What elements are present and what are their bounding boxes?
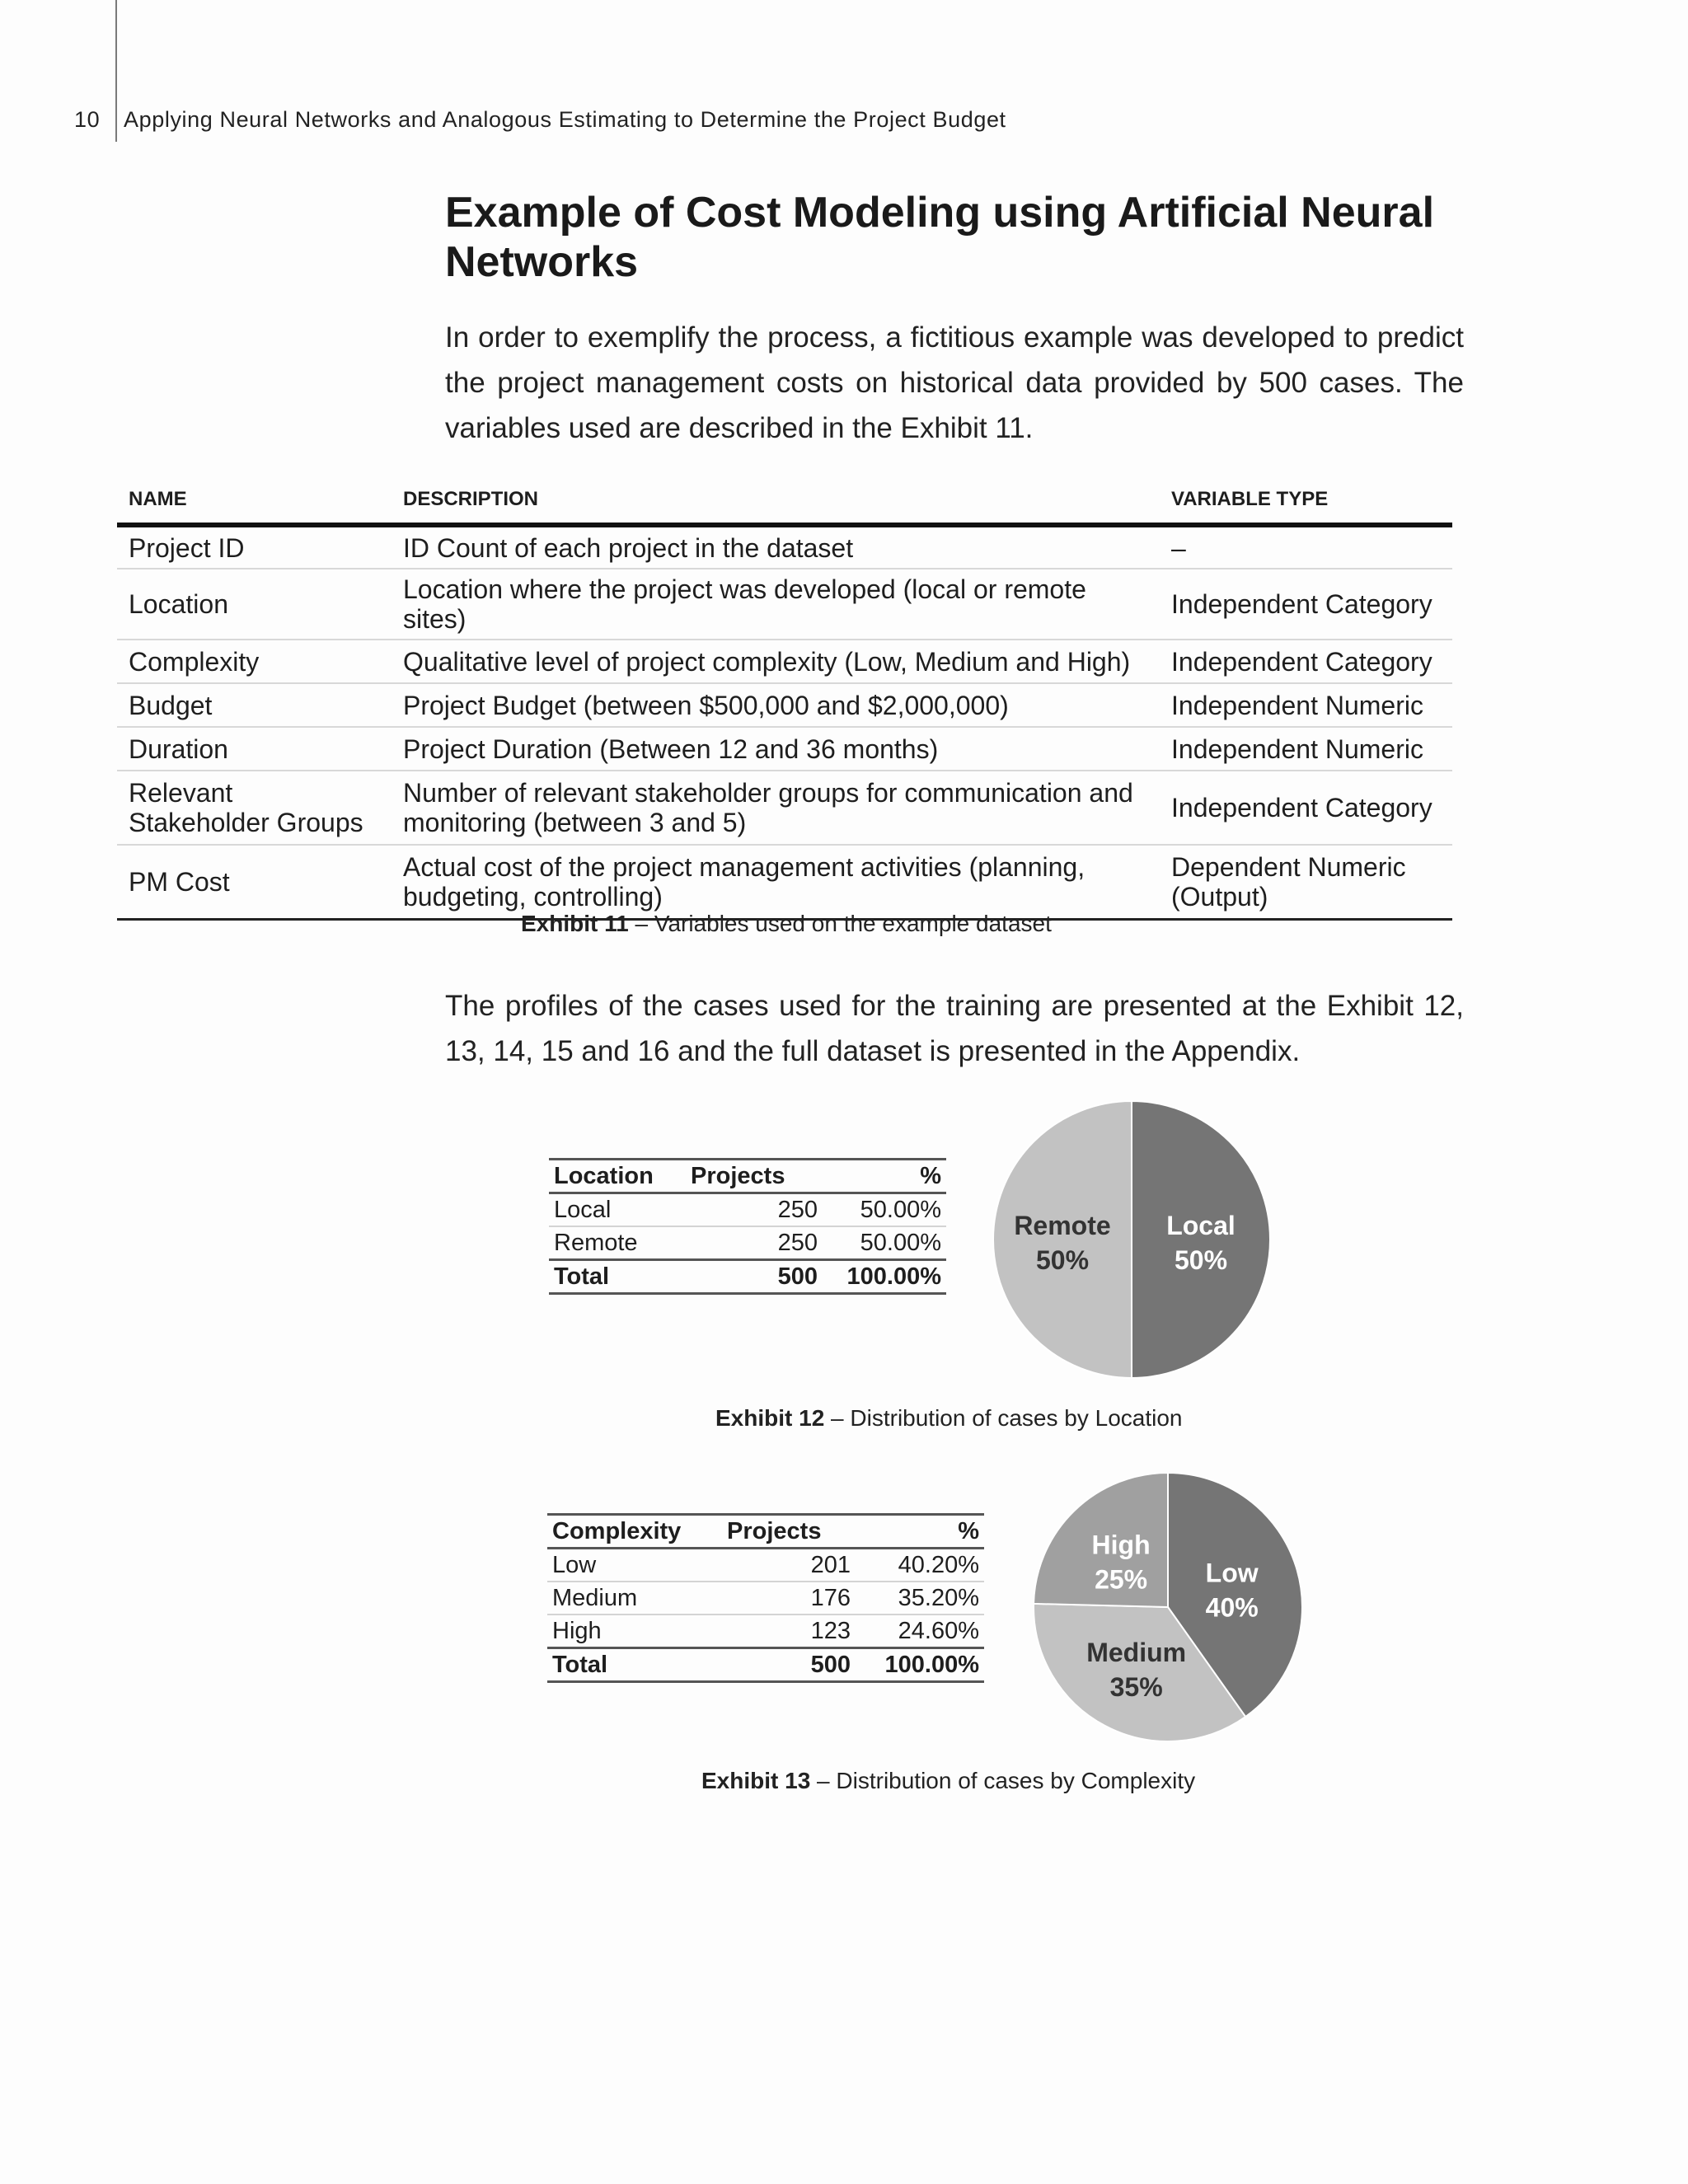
header-cell: %	[823, 1160, 946, 1193]
location-table	[549, 1158, 946, 1295]
variables-table	[117, 486, 1452, 921]
slice-category-label: Low	[1205, 1558, 1259, 1588]
table-header-row	[547, 1515, 984, 1549]
slice-percent-label: 40%	[1205, 1592, 1259, 1623]
table-cell: Dependent Numeric (Output)	[1160, 845, 1452, 919]
table-cell: Independent Category	[1160, 569, 1452, 640]
table-cell: 123	[722, 1615, 856, 1648]
slice-percent-label: 50%	[1035, 1245, 1090, 1275]
table-cell: 50.00%	[823, 1193, 946, 1227]
table-row	[117, 569, 1452, 640]
total-row	[549, 1260, 946, 1294]
header-cell: Projects	[686, 1160, 823, 1193]
slice-percent-label: 25%	[1095, 1564, 1148, 1595]
table-header-row	[117, 486, 1452, 525]
header-cell: Location	[549, 1160, 686, 1193]
caption-text: – Distribution of cases by Complexity	[810, 1768, 1196, 1793]
table-row	[117, 845, 1452, 919]
table-cell: Project Duration (Between 12 and 36 months)	[392, 727, 1160, 771]
table-row	[547, 1582, 984, 1615]
table-header-row	[549, 1160, 946, 1193]
header-cell: NAME	[117, 486, 392, 525]
table-cell: Total	[549, 1260, 686, 1294]
table-cell: Local	[549, 1193, 686, 1227]
table-cell: Duration	[117, 727, 392, 771]
table-row	[547, 1615, 984, 1648]
table-cell: 24.60%	[856, 1615, 984, 1648]
table-cell: 201	[722, 1549, 856, 1582]
table-cell: 500	[686, 1260, 823, 1294]
header-cell: Projects	[722, 1515, 856, 1549]
table-cell: Qualitative level of project complexity (Low, Medium and High)	[392, 640, 1160, 683]
slice-category-label: Local	[1166, 1211, 1236, 1240]
header-cell: Complexity	[547, 1515, 722, 1549]
slice-category-label: Medium	[1086, 1637, 1187, 1667]
page-number: 10	[74, 107, 101, 132]
table-cell: 250	[686, 1226, 823, 1260]
table-cell: Location	[117, 569, 392, 640]
table-cell: ID Count of each project in the dataset	[392, 525, 1160, 569]
table-row	[117, 525, 1452, 569]
table-cell: Project ID	[117, 525, 392, 569]
table-cell: Independent Numeric	[1160, 727, 1452, 771]
table-row	[549, 1226, 946, 1260]
header-cell: VARIABLE TYPE	[1160, 486, 1452, 525]
total-row	[547, 1648, 984, 1682]
section-title: Example of Cost Modeling using Artificial Neural Networks	[445, 189, 1435, 286]
table-row	[117, 771, 1452, 845]
caption-text: – Distribution of cases by Location	[824, 1405, 1183, 1431]
profiles-paragraph: The profiles of the cases used for the training are presented at the Exhibit 12, 13, 14, 15 and 16 and the full dataset is presented in the Appendix.	[445, 990, 1464, 1067]
table-row	[549, 1193, 946, 1227]
slice-percent-label: 50%	[1174, 1245, 1228, 1275]
table-cell: Relevant Stakeholder Groups	[117, 771, 392, 845]
running-title: Applying Neural Networks and Analogous Estimating to Determine the Project Budget	[124, 107, 1006, 132]
table-cell: Independent Category	[1160, 640, 1452, 683]
exhibit13-caption	[701, 1768, 1195, 1794]
table-cell: Budget	[117, 683, 392, 727]
table-cell: Location where the project was developed (local or remote sites)	[392, 569, 1160, 640]
table-cell: Total	[547, 1648, 722, 1682]
table-row	[547, 1549, 984, 1582]
header-cell: %	[856, 1515, 984, 1549]
table-cell: Independent Numeric	[1160, 683, 1452, 727]
complexity-pie-chart	[1032, 1471, 1304, 1743]
exhibit11-caption	[521, 911, 1052, 937]
table-cell: Medium	[547, 1582, 722, 1615]
table-cell: Independent Category	[1160, 771, 1452, 845]
table-row	[117, 683, 1452, 727]
caption-label: Exhibit 12	[715, 1405, 825, 1431]
table-cell: PM Cost	[117, 845, 392, 919]
table-cell: 35.20%	[856, 1582, 984, 1615]
table-cell: –	[1160, 525, 1452, 569]
caption-text: – Variables used on the example dataset	[628, 911, 1052, 936]
slice-category-label: High	[1091, 1530, 1151, 1560]
complexity-table	[547, 1513, 984, 1683]
table-cell: Number of relevant stakeholder groups for communication and monitoring (between 3 and 5)	[392, 771, 1160, 845]
table-cell: 40.20%	[856, 1549, 984, 1582]
table-cell: Actual cost of the project management activities (planning, budgeting, controlling)	[392, 845, 1160, 919]
table-cell: 100.00%	[823, 1260, 946, 1294]
table-cell: Complexity	[117, 640, 392, 683]
table-cell: Low	[547, 1549, 722, 1582]
slice-category-label: Remote	[1014, 1211, 1111, 1240]
slice-percent-label: 35%	[1109, 1671, 1163, 1702]
running-head	[74, 107, 1006, 133]
table-cell: High	[547, 1615, 722, 1648]
table-cell: 100.00%	[856, 1648, 984, 1682]
caption-label: Exhibit 13	[701, 1768, 811, 1793]
caption-label: Exhibit 11	[521, 911, 629, 936]
header-cell: DESCRIPTION	[392, 486, 1160, 525]
intro-paragraph: In order to exemplify the process, a fictitious example was developed to predict the project management costs on historical data provided by 500 cases. The variables used are described in the Exhibit 11.	[445, 321, 1464, 444]
table-cell: 250	[686, 1193, 823, 1227]
table-cell: 176	[722, 1582, 856, 1615]
table-cell: Project Budget (between $500,000 and $2,000,000)	[392, 683, 1160, 727]
table-cell: 50.00%	[823, 1226, 946, 1260]
table-row	[117, 727, 1452, 771]
table-cell: Remote	[549, 1226, 686, 1260]
table-cell: 500	[722, 1648, 856, 1682]
table-row	[117, 640, 1452, 683]
location-pie-chart	[992, 1099, 1272, 1380]
exhibit12-caption	[715, 1405, 1183, 1432]
